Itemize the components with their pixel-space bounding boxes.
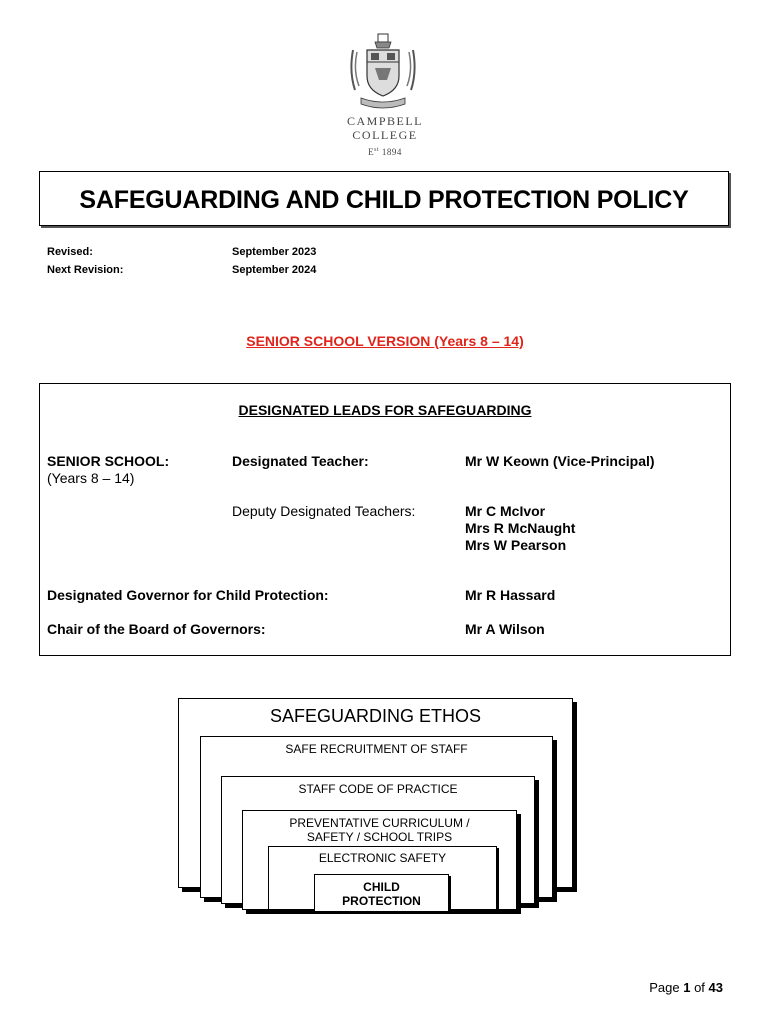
college-name-line1: CAMPBELL [346,114,423,128]
established-year: $E^{st}$ 1894 [368,147,402,157]
deputy-teacher-name: Mrs R McNaught [465,520,576,536]
ethos-core-box [314,874,449,912]
document-title: SAFEGUARDING AND CHILD PROTECTION POLICY [79,186,689,214]
next-revision-value: September 2024 [232,264,317,276]
page-number: Page 1 of 43 [649,980,723,995]
designated-teacher-label: Designated Teacher: [232,453,369,469]
revised-label: Revised: [47,246,93,258]
college-name-line2: COLLEGE [352,128,418,142]
designated-teacher-name: Mr W Keown (Vice-Principal) [465,453,655,469]
ethos-title: SAFEGUARDING ETHOS [269,706,482,726]
title-box [39,171,729,226]
version-heading: SENIOR SCHOOL VERSION (Years 8 – 14) [246,333,524,349]
ethos-electronic-safety: ELECTRONIC SAFETY [318,851,447,865]
next-revision-label: Next Revision: [47,264,124,276]
ethos-core-line2: PROTECTION [342,894,421,908]
ethos-safe-recruitment: SAFE RECRUITMENT OF STAFF [285,742,468,756]
revised-value: September 2023 [232,246,317,258]
ethos-core-line1: CHILD [363,880,400,894]
section-years: (Years 8 – 14) [47,470,135,486]
college-crest-icon [347,32,419,112]
chair-name: Mr A Wilson [465,621,545,637]
ethos-code-of-practice: STAFF CODE OF PRACTICE [298,782,458,796]
deputy-teachers-label: Deputy Designated Teachers: [232,503,416,519]
ethos-curriculum-line2: SAFETY / SCHOOL TRIPS [306,830,453,844]
deputy-teacher-name: Mrs W Pearson [465,537,567,553]
governor-label: Designated Governor for Child Protection: [47,587,329,603]
designated-leads-box [39,383,731,656]
deputy-teacher-name: Mr C McIvor [465,503,546,519]
governor-name: Mr R Hassard [465,587,556,603]
chair-label: Chair of the Board of Governors: [47,621,266,637]
leads-heading: DESIGNATED LEADS FOR SAFEGUARDING [238,402,532,418]
ethos-curriculum-line1: PREVENTATIVE CURRICULUM / [289,816,470,830]
section-label: SENIOR SCHOOL: [47,453,170,469]
